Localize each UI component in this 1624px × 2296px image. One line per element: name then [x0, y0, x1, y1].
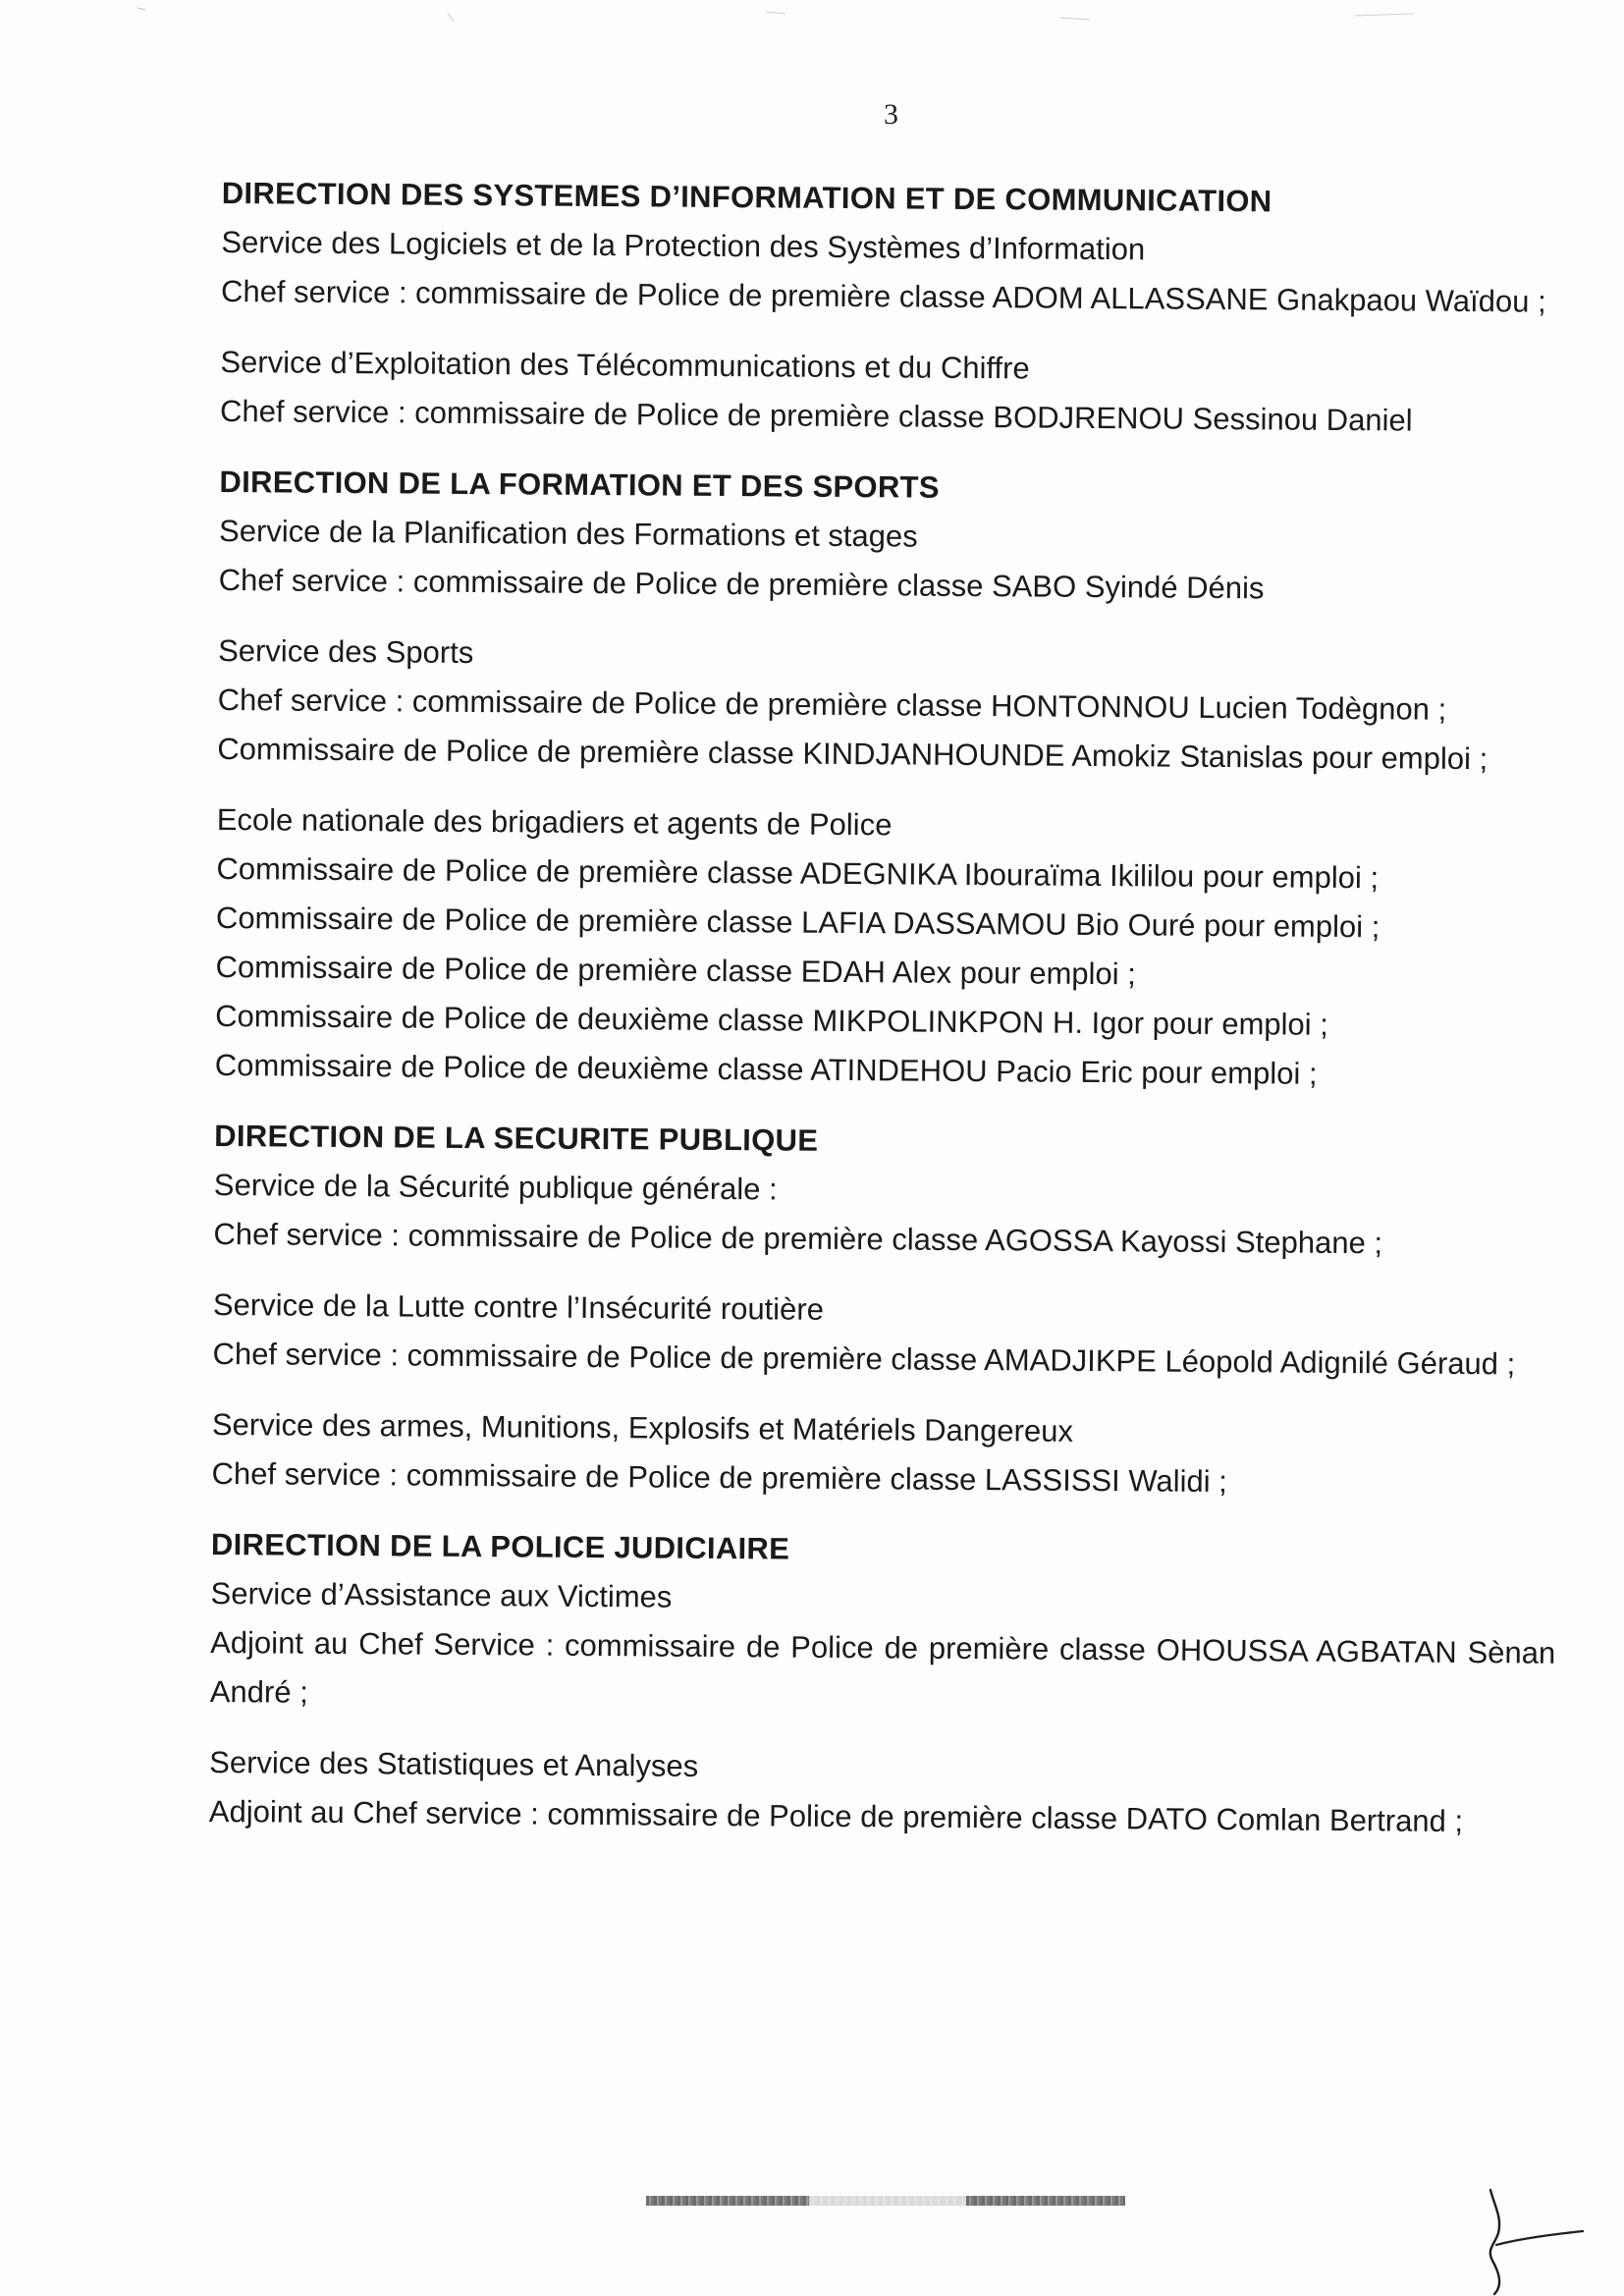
direction-section [211, 1112, 1559, 1509]
appointment-entry: Chef service : commissaire de Police de première classe LASSISSI Walidi ; [211, 1455, 1227, 1500]
service-name: Service des armes, Munitions, Explosifs et Matériels Dangereux [211, 1406, 1074, 1449]
appointment-entry: Chef service : commissaire de Police de première classe AGOSSA Kayossi Stephane ; [213, 1216, 1383, 1261]
service-block [219, 507, 1565, 616]
direction-section [209, 1520, 1556, 1847]
service-block [221, 218, 1567, 327]
service-block [213, 1161, 1559, 1270]
footer-bar [809, 2196, 966, 2206]
direction-title: DIRECTION DE LA POLICE JUDICIAIRE [210, 1526, 790, 1566]
scan-marks [0, 0, 1624, 29]
signature-initial [1473, 2188, 1591, 2296]
appointment-entry: Adjoint au Chef service : commissaire de Police de première classe DATO Comlan Bertrand ; [208, 1793, 1464, 1838]
footer-bar [966, 2196, 1125, 2206]
direction-title: DIRECTION DES SYSTEMES D’INFORMATION ET DE COMMUNICATION [221, 175, 1272, 219]
appointment-entry: Commissaire de Police de première classe KINDJANHOUNDE Amokiz Stanislas pour emploi ; [217, 731, 1489, 777]
service-block [217, 627, 1563, 785]
service-name: Service de la Lutte contre l’Insécurité routière [212, 1286, 825, 1327]
direction-title: DIRECTION DE LA FORMATION ET DES SPORTS [219, 464, 940, 505]
appointment-entry: Commissaire de Police de deuxième classe ATINDEHOU Pacio Eric pour emploi ; [214, 1047, 1318, 1091]
service-block [211, 1400, 1557, 1509]
document-body [208, 169, 1566, 1869]
appointment-entry: Chef service : commissaire de Police de première classe HONTONNOU Lucien Todègnon ; [217, 682, 1447, 727]
footer-bar [646, 2196, 809, 2206]
service-name: Service de la Planification des Formations et stages [218, 513, 918, 554]
appointment-entry: Chef service : commissaire de Police de première classe BODJRENOU Sessinou Daniel [219, 393, 1413, 438]
service-name: Service des Logiciels et de la Protection des Systèmes d’Information [221, 224, 1146, 267]
appointment-entry: Adjoint au Chef Service : commissaire de Police de première classe OHOUSSA AGBATAN Sènan André ; [209, 1624, 1556, 1710]
appointment-entry: Chef service : commissaire de Police de première classe AMADJIKPE Léopold Adignilé Géraud ; [212, 1336, 1516, 1382]
service-block [209, 1738, 1555, 1847]
service-block [212, 1281, 1558, 1390]
direction-title: DIRECTION DE LA SECURITE PUBLIQUE [214, 1118, 819, 1158]
service-name: Ecole nationale des brigadiers et agents de Police [216, 801, 893, 843]
direction-section [215, 458, 1565, 1101]
appointment-entry: Chef service : commissaire de Police de première classe SABO Syindé Dénis [218, 562, 1265, 606]
service-name: Service des Statistiques et Analyses [209, 1744, 699, 1783]
appointment-entry: Commissaire de Police de deuxième classe MIKPOLINKPON H. Igor pour emploi ; [215, 998, 1329, 1042]
appointment-entry: Commissaire de Police de première classe EDAH Alex pour emploi ; [215, 949, 1136, 992]
direction-section [220, 169, 1567, 447]
service-block [215, 795, 1562, 1101]
appointment-entry: Commissaire de Police de première classe ADEGNIKA Ibouraïma Ikililou pour emploi ; [216, 850, 1380, 896]
appointment-entry: Commissaire de Police de première classe LAFIA DASSAMOU Bio Ouré pour emploi ; [215, 900, 1380, 945]
service-name: Service d’Assistance aux Victimes [210, 1575, 673, 1614]
service-name: Service d’Exploitation des Télécommunications et du Chiffre [220, 344, 1030, 386]
appointment-entry: Chef service : commissaire de Police de première classe ADOM ALLASSANE Gnakpaou Waïdou ; [220, 273, 1546, 319]
page-number: 3 [884, 98, 898, 131]
service-name: Service des Sports [218, 632, 474, 671]
service-name: Service de la Sécurité publique générale : [213, 1167, 778, 1207]
service-block [220, 338, 1566, 447]
service-block [210, 1569, 1556, 1727]
